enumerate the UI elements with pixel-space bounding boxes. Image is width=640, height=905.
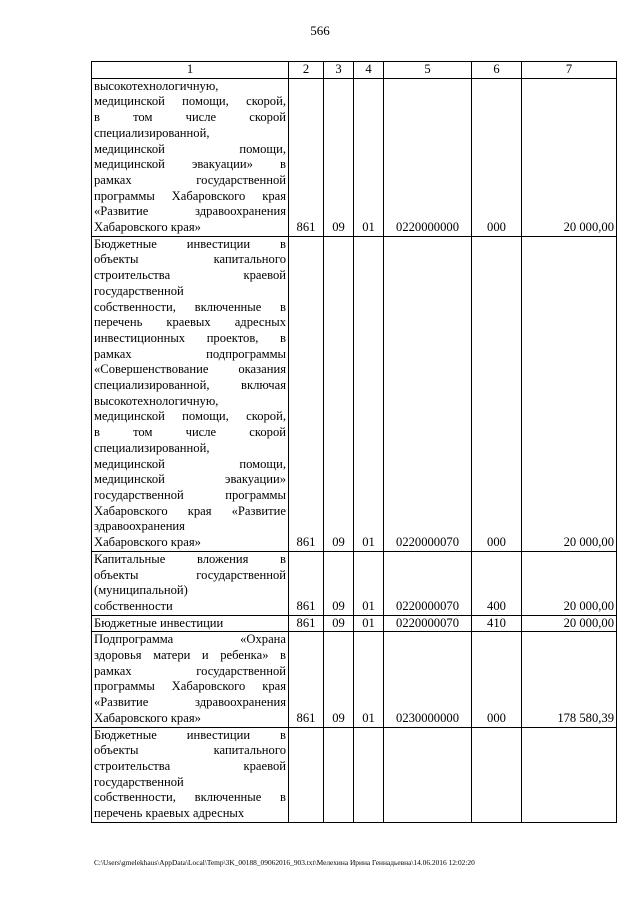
description-line: собственности, включенные в bbox=[94, 299, 286, 314]
col-header-7: 7 bbox=[522, 62, 617, 79]
description-line: медицинской помощи, скорой, bbox=[94, 409, 286, 424]
cell-c7: 178 580,39 bbox=[522, 632, 617, 727]
cell-c5: 0220000070 bbox=[384, 551, 472, 615]
description-line: Бюджетные инвестиции в bbox=[94, 727, 286, 742]
cell-c5: 0220000000 bbox=[384, 78, 472, 236]
row-description bbox=[92, 615, 289, 632]
cell-c3 bbox=[324, 727, 354, 822]
description-line: Бюджетные инвестиции в bbox=[94, 236, 286, 251]
cell-c4 bbox=[354, 727, 384, 822]
description-line: (муниципальной) bbox=[94, 583, 188, 598]
description-line: строительства краевой bbox=[94, 268, 286, 283]
description-line: медицинской эвакуации» в bbox=[94, 157, 286, 172]
header-row bbox=[92, 62, 617, 79]
description-line: медицинской помощи, скорой, bbox=[94, 94, 286, 109]
table-row bbox=[92, 551, 617, 615]
description-line: Хабаровского края» bbox=[94, 710, 201, 725]
col-header-5: 5 bbox=[384, 62, 472, 79]
cell-c2: 861 bbox=[289, 78, 324, 236]
description-line: специализированной, включая bbox=[94, 378, 286, 393]
cell-c3: 09 bbox=[324, 632, 354, 727]
description-line: Хабаровского края» bbox=[94, 535, 201, 550]
description-line: «Развитие здравоохранения bbox=[94, 204, 286, 219]
description-line: Бюджетные инвестиции bbox=[94, 615, 224, 630]
cell-c4: 01 bbox=[354, 615, 384, 632]
row-description bbox=[92, 632, 289, 727]
row-description bbox=[92, 727, 289, 822]
description-line: Капитальные вложения в bbox=[94, 551, 286, 566]
description-line: рамках подпрограммы bbox=[94, 346, 286, 361]
table-row bbox=[92, 236, 617, 551]
description-line: в том числе скорой bbox=[94, 425, 286, 440]
cell-c7: 20 000,00 bbox=[522, 78, 617, 236]
description-line: собственности bbox=[94, 598, 173, 613]
table-row bbox=[92, 632, 617, 727]
description-line: высокотехнологичную, bbox=[94, 393, 219, 408]
description-line: здравоохранения bbox=[94, 519, 185, 534]
cell-c6: 000 bbox=[472, 236, 522, 551]
table-row bbox=[92, 727, 617, 822]
description-line: в том числе скорой bbox=[94, 110, 286, 125]
description-line: медицинской помощи, bbox=[94, 141, 286, 156]
cell-c2: 861 bbox=[289, 236, 324, 551]
row-description bbox=[92, 551, 289, 615]
cell-c3: 09 bbox=[324, 615, 354, 632]
cell-c2: 861 bbox=[289, 551, 324, 615]
cell-c3: 09 bbox=[324, 236, 354, 551]
description-line: специализированной, bbox=[94, 440, 210, 455]
description-line: Хабаровского края» bbox=[94, 220, 201, 235]
description-line: программы Хабаровского края bbox=[94, 679, 286, 694]
description-line: перечень краевых адресных bbox=[94, 806, 245, 821]
col-header-3: 3 bbox=[324, 62, 354, 79]
description-line: рамках государственной bbox=[94, 172, 286, 187]
description-line: высокотехнологичную, bbox=[94, 78, 219, 93]
description-line: медицинской эвакуации» bbox=[94, 472, 286, 487]
cell-c4: 01 bbox=[354, 236, 384, 551]
description-line: строительства краевой bbox=[94, 758, 286, 773]
cell-c6: 400 bbox=[472, 551, 522, 615]
cell-c6: 410 bbox=[472, 615, 522, 632]
description-line: здоровья матери и ребенка» в bbox=[94, 648, 286, 663]
cell-c7: 20 000,00 bbox=[522, 615, 617, 632]
description-line: объекты капитального bbox=[94, 743, 286, 758]
description-line: Подпрограмма «Охрана bbox=[94, 632, 286, 647]
cell-c2: 861 bbox=[289, 615, 324, 632]
description-line: «Совершенствование оказания bbox=[94, 362, 286, 377]
cell-c3: 09 bbox=[324, 78, 354, 236]
description-line: объекты капитального bbox=[94, 252, 286, 267]
description-line: государственной программы bbox=[94, 487, 286, 502]
row-description bbox=[92, 236, 289, 551]
col-header-1: 1 bbox=[92, 62, 289, 79]
cell-c5: 0220000070 bbox=[384, 236, 472, 551]
description-line: инвестиционных проектов, в bbox=[94, 330, 286, 345]
description-line: специализированной, bbox=[94, 125, 210, 140]
description-line: «Развитие здравоохранения bbox=[94, 695, 286, 710]
table-row bbox=[92, 615, 617, 632]
cell-c6: 000 bbox=[472, 632, 522, 727]
cell-c5: 0230000000 bbox=[384, 632, 472, 727]
cell-c2 bbox=[289, 727, 324, 822]
description-line: перечень краевых адресных bbox=[94, 315, 286, 330]
col-header-2: 2 bbox=[289, 62, 324, 79]
cell-c7 bbox=[522, 727, 617, 822]
cell-c4: 01 bbox=[354, 551, 384, 615]
budget-table bbox=[91, 61, 617, 823]
col-header-6: 6 bbox=[472, 62, 522, 79]
col-header-4: 4 bbox=[354, 62, 384, 79]
page-number: 566 bbox=[310, 23, 330, 38]
description-line: рамках государственной bbox=[94, 663, 286, 678]
description-line: медицинской помощи, bbox=[94, 456, 286, 471]
row-description bbox=[92, 78, 289, 236]
cell-c7: 20 000,00 bbox=[522, 236, 617, 551]
description-line: Хабаровского края «Развитие bbox=[94, 503, 286, 518]
description-line: государственной bbox=[94, 774, 184, 789]
cell-c4: 01 bbox=[354, 632, 384, 727]
cell-c5 bbox=[384, 727, 472, 822]
cell-c2: 861 bbox=[289, 632, 324, 727]
description-line: объекты государственной bbox=[94, 567, 286, 582]
table-row bbox=[92, 78, 617, 236]
description-line: программы Хабаровского края bbox=[94, 188, 286, 203]
cell-c6: 000 bbox=[472, 78, 522, 236]
cell-c4: 01 bbox=[354, 78, 384, 236]
description-line: государственной bbox=[94, 283, 184, 298]
cell-c5: 0220000070 bbox=[384, 615, 472, 632]
cell-c3: 09 bbox=[324, 551, 354, 615]
cell-c7: 20 000,00 bbox=[522, 551, 617, 615]
cell-c6 bbox=[472, 727, 522, 822]
file-path-footer: C:\Users\gmelekhaus\AppData\Local\Temp\3K_00188_09062016_903.txt\Мелехина Ирина Геннадьевна\14.06.2016 12:02:20 bbox=[94, 858, 475, 867]
description-line: собственности, включенные в bbox=[94, 790, 286, 805]
